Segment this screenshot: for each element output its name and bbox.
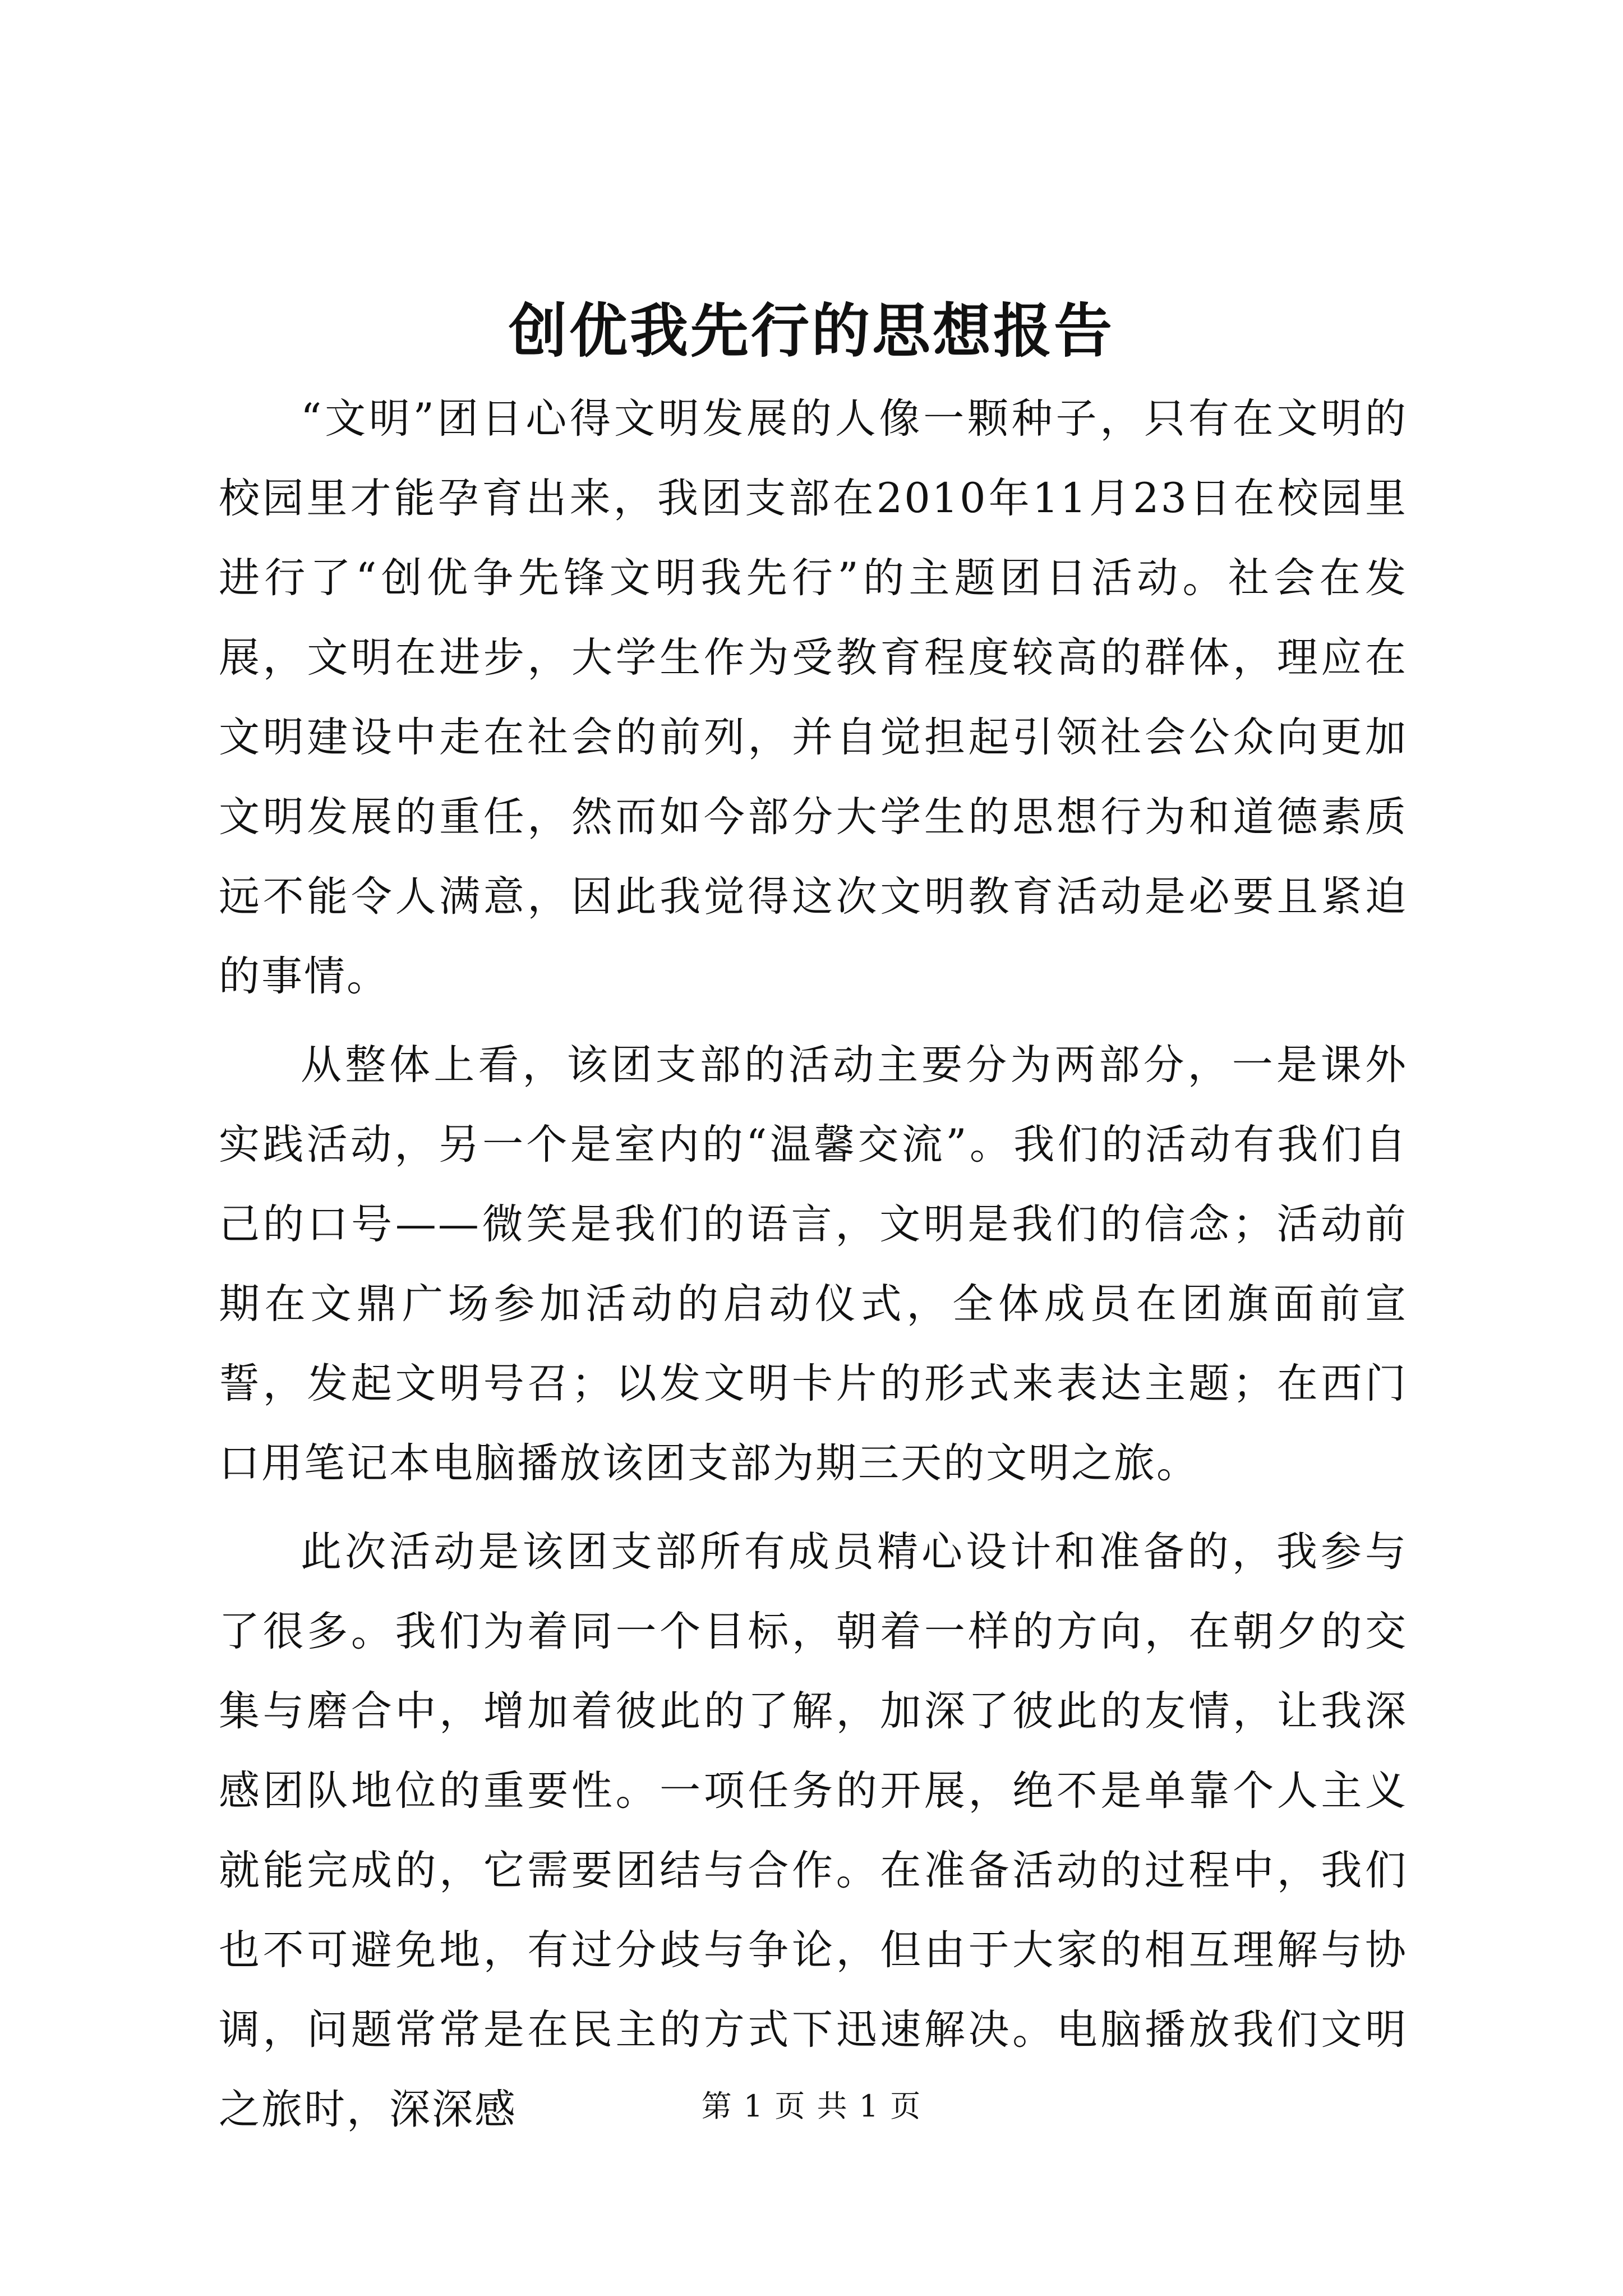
document-title: 创优我先行的思想报告 bbox=[508, 296, 1114, 365]
page-footer: 第 1 页 共 1 页 bbox=[701, 2088, 922, 2124]
paragraph-3: 此次活动是该团支部所有成员精心设计和准备的，我参与了很多。我们为着同一个目标，朝着一样的方向，在朝夕的交集与磨合中，增加着彼此的了解，加深了彼此的友情，让我深感团队地位的重要性。一项任务的开展，绝不是单靠个人主义就能完成的，它需要团结与合作。在准备活动的过程中，我们也不可避免地，有过分歧与争论，但由于大家的相互理解与协调，问题常常是在民主的方式下迅速解决。电脑播放我们文明之旅时，深深感 bbox=[219, 1528, 1408, 2133]
paragraph-1: “文明”团日心得文明发展的人像一颗种子，只有在文明的校园里才能孕育出来，我团支部在2010年11月23日在校园里进行了“创优争先锋文明我先行”的主题团日活动。社会在发展，文明在进步，大学生作为受教育程度较高的群体，理应在文明建设中走在社会的前列，并自觉担起引领社会公众向更加文明发展的重任，然而如今部分大学生的思想行为和道德素质远不能令人满意，因此我觉得这次文明教育活动是必要且紧迫的事情。 bbox=[219, 395, 1408, 1000]
paragraph-2: 从整体上看，该团支部的活动主要分为两部分，一是课外实践活动，另一个是室内的“温馨交流”。我们的活动有我们自己的口号——微笑是我们的语言，文明是我们的信念；活动前期在文鼎广场参加活动的启动仪式，全体成员在团旗面前宣誓，发起文明号召；以发文明卡片的形式来表达主题；在西门口用笔记本电脑播放该团支部为期三天的文明之旅。 bbox=[219, 1041, 1408, 1487]
document-body bbox=[219, 379, 1408, 2159]
